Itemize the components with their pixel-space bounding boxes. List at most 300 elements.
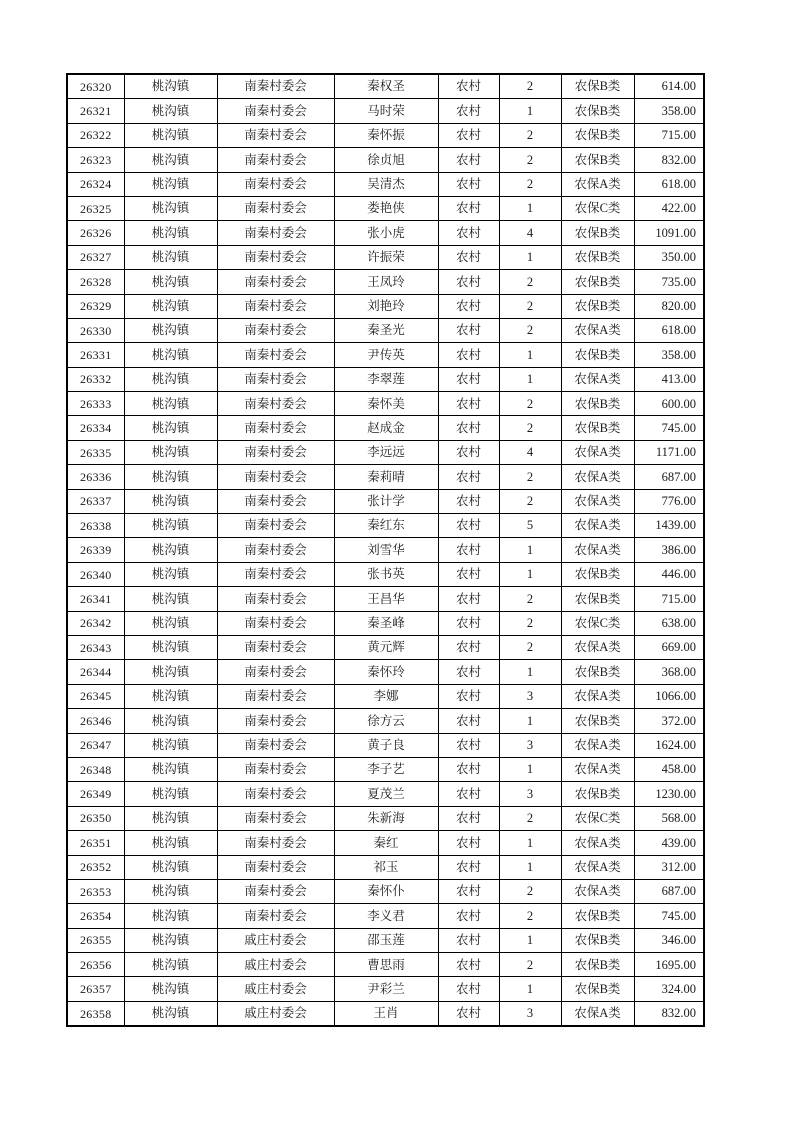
table-row [67, 855, 704, 879]
cell-name: 张小虎 [334, 221, 438, 245]
cell-residence: 农村 [438, 733, 499, 757]
cell-town: 桃沟镇 [124, 514, 217, 538]
cell-count: 2 [499, 489, 561, 513]
cell-class: 农保B类 [561, 953, 634, 977]
cell-amount: 600.00 [634, 392, 704, 416]
table-body [67, 74, 704, 1026]
cell-class: 农保B类 [561, 343, 634, 367]
cell-amount: 1230.00 [634, 782, 704, 806]
cell-class: 农保C类 [561, 611, 634, 635]
cell-amount: 372.00 [634, 709, 704, 733]
cell-town: 桃沟镇 [124, 294, 217, 318]
cell-town: 桃沟镇 [124, 660, 217, 684]
cell-count: 1 [499, 831, 561, 855]
cell-serial: 26331 [67, 343, 124, 367]
cell-class: 农保C类 [561, 806, 634, 830]
cell-village: 南秦村委会 [217, 392, 334, 416]
cell-name: 赵成金 [334, 416, 438, 440]
cell-town: 桃沟镇 [124, 977, 217, 1001]
cell-class: 农保B类 [561, 221, 634, 245]
cell-count: 1 [499, 245, 561, 269]
cell-residence: 农村 [438, 831, 499, 855]
cell-amount: 745.00 [634, 904, 704, 928]
table-row [67, 367, 704, 391]
cell-residence: 农村 [438, 74, 499, 99]
cell-serial: 26347 [67, 733, 124, 757]
cell-village: 南秦村委会 [217, 587, 334, 611]
cell-village: 南秦村委会 [217, 74, 334, 99]
cell-name: 王肖 [334, 1001, 438, 1026]
cell-serial: 26328 [67, 270, 124, 294]
cell-village: 南秦村委会 [217, 318, 334, 342]
cell-amount: 745.00 [634, 416, 704, 440]
cell-count: 1 [499, 977, 561, 1001]
cell-amount: 614.00 [634, 74, 704, 99]
cell-count: 2 [499, 611, 561, 635]
cell-residence: 农村 [438, 977, 499, 1001]
cell-count: 1 [499, 855, 561, 879]
cell-village: 南秦村委会 [217, 782, 334, 806]
cell-count: 2 [499, 879, 561, 903]
cell-name: 王凤玲 [334, 270, 438, 294]
cell-count: 2 [499, 465, 561, 489]
cell-town: 桃沟镇 [124, 245, 217, 269]
cell-serial: 26350 [67, 806, 124, 830]
cell-village: 南秦村委会 [217, 611, 334, 635]
cell-amount: 687.00 [634, 879, 704, 903]
cell-class: 农保B类 [561, 245, 634, 269]
cell-count: 3 [499, 782, 561, 806]
cell-village: 南秦村委会 [217, 489, 334, 513]
cell-count: 3 [499, 1001, 561, 1026]
cell-town: 桃沟镇 [124, 99, 217, 123]
cell-town: 桃沟镇 [124, 879, 217, 903]
cell-village: 南秦村委会 [217, 270, 334, 294]
table-row [67, 709, 704, 733]
cell-amount: 669.00 [634, 635, 704, 659]
table-row [67, 806, 704, 830]
cell-serial: 26351 [67, 831, 124, 855]
cell-amount: 715.00 [634, 123, 704, 147]
cell-town: 桃沟镇 [124, 416, 217, 440]
cell-name: 刘艳玲 [334, 294, 438, 318]
cell-town: 桃沟镇 [124, 855, 217, 879]
cell-count: 2 [499, 904, 561, 928]
cell-class: 农保B类 [561, 294, 634, 318]
cell-count: 2 [499, 806, 561, 830]
cell-serial: 26330 [67, 318, 124, 342]
cell-village: 戚庄村委会 [217, 1001, 334, 1026]
cell-count: 5 [499, 514, 561, 538]
cell-amount: 1091.00 [634, 221, 704, 245]
cell-class: 农保A类 [561, 635, 634, 659]
cell-name: 秦圣峰 [334, 611, 438, 635]
cell-serial: 26345 [67, 684, 124, 708]
cell-count: 2 [499, 123, 561, 147]
table-row [67, 562, 704, 586]
cell-residence: 农村 [438, 416, 499, 440]
cell-class: 农保B类 [561, 392, 634, 416]
cell-town: 桃沟镇 [124, 270, 217, 294]
cell-residence: 农村 [438, 367, 499, 391]
cell-amount: 346.00 [634, 928, 704, 952]
cell-class: 农保B类 [561, 782, 634, 806]
table-row [67, 879, 704, 903]
cell-town: 桃沟镇 [124, 148, 217, 172]
cell-serial: 26341 [67, 587, 124, 611]
cell-village: 南秦村委会 [217, 855, 334, 879]
cell-serial: 26353 [67, 879, 124, 903]
cell-count: 1 [499, 660, 561, 684]
cell-class: 农保A类 [561, 367, 634, 391]
table-row [67, 196, 704, 220]
table-row [67, 538, 704, 562]
cell-residence: 农村 [438, 392, 499, 416]
cell-serial: 26348 [67, 757, 124, 781]
cell-amount: 350.00 [634, 245, 704, 269]
table-row [67, 245, 704, 269]
cell-class: 农保B类 [561, 977, 634, 1001]
cell-name: 张书英 [334, 562, 438, 586]
cell-town: 桃沟镇 [124, 904, 217, 928]
table-row [67, 172, 704, 196]
cell-village: 戚庄村委会 [217, 977, 334, 1001]
cell-residence: 农村 [438, 855, 499, 879]
cell-village: 戚庄村委会 [217, 928, 334, 952]
cell-serial: 26356 [67, 953, 124, 977]
cell-serial: 26335 [67, 440, 124, 464]
cell-count: 1 [499, 709, 561, 733]
cell-count: 1 [499, 757, 561, 781]
cell-name: 尹彩兰 [334, 977, 438, 1001]
cell-class: 农保B类 [561, 587, 634, 611]
cell-amount: 1695.00 [634, 953, 704, 977]
cell-name: 黄元辉 [334, 635, 438, 659]
cell-serial: 26354 [67, 904, 124, 928]
cell-village: 南秦村委会 [217, 123, 334, 147]
cell-town: 桃沟镇 [124, 733, 217, 757]
cell-amount: 568.00 [634, 806, 704, 830]
cell-class: 农保A类 [561, 855, 634, 879]
cell-class: 农保B类 [561, 709, 634, 733]
cell-serial: 26327 [67, 245, 124, 269]
cell-name: 李远远 [334, 440, 438, 464]
cell-residence: 农村 [438, 709, 499, 733]
cell-town: 桃沟镇 [124, 343, 217, 367]
cell-class: 农保A类 [561, 831, 634, 855]
cell-village: 南秦村委会 [217, 879, 334, 903]
cell-residence: 农村 [438, 684, 499, 708]
cell-village: 南秦村委会 [217, 245, 334, 269]
cell-village: 南秦村委会 [217, 684, 334, 708]
cell-count: 2 [499, 148, 561, 172]
cell-name: 娄艳侠 [334, 196, 438, 220]
cell-residence: 农村 [438, 123, 499, 147]
cell-village: 南秦村委会 [217, 709, 334, 733]
cell-class: 农保B类 [561, 928, 634, 952]
table-row [67, 148, 704, 172]
cell-name: 王昌华 [334, 587, 438, 611]
cell-count: 2 [499, 416, 561, 440]
cell-village: 南秦村委会 [217, 416, 334, 440]
cell-count: 2 [499, 587, 561, 611]
cell-name: 尹传英 [334, 343, 438, 367]
cell-amount: 413.00 [634, 367, 704, 391]
cell-name: 秦怀玲 [334, 660, 438, 684]
cell-amount: 458.00 [634, 757, 704, 781]
cell-residence: 农村 [438, 318, 499, 342]
table-row [67, 489, 704, 513]
cell-village: 南秦村委会 [217, 196, 334, 220]
table-row [67, 99, 704, 123]
cell-serial: 26336 [67, 465, 124, 489]
cell-name: 徐贞旭 [334, 148, 438, 172]
table-row [67, 74, 704, 99]
cell-count: 2 [499, 392, 561, 416]
cell-class: 农保A类 [561, 514, 634, 538]
cell-town: 桃沟镇 [124, 562, 217, 586]
cell-amount: 715.00 [634, 587, 704, 611]
cell-amount: 312.00 [634, 855, 704, 879]
cell-amount: 358.00 [634, 99, 704, 123]
table-row [67, 416, 704, 440]
cell-serial: 26321 [67, 99, 124, 123]
cell-name: 秦莉晴 [334, 465, 438, 489]
cell-town: 桃沟镇 [124, 221, 217, 245]
cell-serial: 26355 [67, 928, 124, 952]
cell-class: 农保A类 [561, 757, 634, 781]
cell-town: 桃沟镇 [124, 709, 217, 733]
cell-name: 秦权圣 [334, 74, 438, 99]
cell-town: 桃沟镇 [124, 587, 217, 611]
cell-count: 2 [499, 294, 561, 318]
cell-village: 南秦村委会 [217, 806, 334, 830]
cell-town: 桃沟镇 [124, 611, 217, 635]
cell-town: 桃沟镇 [124, 123, 217, 147]
cell-count: 1 [499, 196, 561, 220]
cell-serial: 26320 [67, 74, 124, 99]
cell-town: 桃沟镇 [124, 172, 217, 196]
cell-class: 农保A类 [561, 465, 634, 489]
cell-name: 刘雪华 [334, 538, 438, 562]
cell-amount: 422.00 [634, 196, 704, 220]
cell-class: 农保B类 [561, 148, 634, 172]
cell-name: 夏茂兰 [334, 782, 438, 806]
cell-town: 桃沟镇 [124, 196, 217, 220]
cell-serial: 26326 [67, 221, 124, 245]
cell-count: 1 [499, 538, 561, 562]
cell-village: 南秦村委会 [217, 367, 334, 391]
table-row [67, 123, 704, 147]
cell-class: 农保A类 [561, 538, 634, 562]
cell-name: 徐方云 [334, 709, 438, 733]
cell-name: 张计学 [334, 489, 438, 513]
cell-town: 桃沟镇 [124, 684, 217, 708]
cell-town: 桃沟镇 [124, 538, 217, 562]
cell-residence: 农村 [438, 514, 499, 538]
cell-residence: 农村 [438, 196, 499, 220]
cell-residence: 农村 [438, 245, 499, 269]
table-row [67, 782, 704, 806]
cell-amount: 446.00 [634, 562, 704, 586]
cell-amount: 735.00 [634, 270, 704, 294]
cell-serial: 26334 [67, 416, 124, 440]
cell-town: 桃沟镇 [124, 392, 217, 416]
cell-amount: 820.00 [634, 294, 704, 318]
cell-name: 吴清杰 [334, 172, 438, 196]
cell-serial: 26323 [67, 148, 124, 172]
cell-name: 曹思雨 [334, 953, 438, 977]
cell-residence: 农村 [438, 465, 499, 489]
beneficiary-table [66, 73, 705, 1027]
cell-name: 李子艺 [334, 757, 438, 781]
cell-count: 1 [499, 99, 561, 123]
cell-amount: 1066.00 [634, 684, 704, 708]
cell-amount: 618.00 [634, 172, 704, 196]
cell-amount: 324.00 [634, 977, 704, 1001]
cell-class: 农保B类 [561, 74, 634, 99]
cell-class: 农保B类 [561, 660, 634, 684]
cell-serial: 26343 [67, 635, 124, 659]
cell-serial: 26352 [67, 855, 124, 879]
cell-residence: 农村 [438, 562, 499, 586]
table-row [67, 221, 704, 245]
cell-serial: 26325 [67, 196, 124, 220]
cell-town: 桃沟镇 [124, 928, 217, 952]
cell-village: 南秦村委会 [217, 514, 334, 538]
cell-residence: 农村 [438, 660, 499, 684]
cell-class: 农保C类 [561, 196, 634, 220]
cell-serial: 26344 [67, 660, 124, 684]
table-row [67, 440, 704, 464]
cell-class: 农保A类 [561, 879, 634, 903]
table-row [67, 270, 704, 294]
cell-name: 朱新海 [334, 806, 438, 830]
cell-count: 2 [499, 635, 561, 659]
cell-residence: 农村 [438, 270, 499, 294]
table-row [67, 465, 704, 489]
table-row [67, 757, 704, 781]
cell-residence: 农村 [438, 538, 499, 562]
cell-residence: 农村 [438, 489, 499, 513]
cell-residence: 农村 [438, 440, 499, 464]
cell-count: 1 [499, 562, 561, 586]
cell-village: 南秦村委会 [217, 221, 334, 245]
cell-residence: 农村 [438, 879, 499, 903]
table-row [67, 611, 704, 635]
table-row [67, 343, 704, 367]
cell-town: 桃沟镇 [124, 831, 217, 855]
cell-serial: 26349 [67, 782, 124, 806]
cell-serial: 26338 [67, 514, 124, 538]
cell-class: 农保B类 [561, 416, 634, 440]
cell-serial: 26324 [67, 172, 124, 196]
cell-count: 4 [499, 221, 561, 245]
cell-village: 南秦村委会 [217, 343, 334, 367]
table-row [67, 660, 704, 684]
cell-amount: 386.00 [634, 538, 704, 562]
cell-amount: 638.00 [634, 611, 704, 635]
cell-class: 农保B类 [561, 904, 634, 928]
cell-residence: 农村 [438, 148, 499, 172]
cell-serial: 26339 [67, 538, 124, 562]
cell-class: 农保A类 [561, 1001, 634, 1026]
cell-residence: 农村 [438, 343, 499, 367]
cell-name: 黄子良 [334, 733, 438, 757]
cell-name: 秦怀美 [334, 392, 438, 416]
cell-amount: 358.00 [634, 343, 704, 367]
cell-serial: 26337 [67, 489, 124, 513]
cell-residence: 农村 [438, 99, 499, 123]
cell-count: 2 [499, 74, 561, 99]
cell-village: 南秦村委会 [217, 904, 334, 928]
cell-class: 农保B类 [561, 99, 634, 123]
cell-class: 农保A类 [561, 440, 634, 464]
cell-town: 桃沟镇 [124, 635, 217, 659]
cell-name: 许振荣 [334, 245, 438, 269]
cell-serial: 26329 [67, 294, 124, 318]
table-row [67, 977, 704, 1001]
cell-residence: 农村 [438, 221, 499, 245]
cell-village: 南秦村委会 [217, 465, 334, 489]
table-row [67, 587, 704, 611]
cell-amount: 368.00 [634, 660, 704, 684]
cell-amount: 1439.00 [634, 514, 704, 538]
cell-name: 李义君 [334, 904, 438, 928]
cell-class: 农保B类 [561, 562, 634, 586]
cell-village: 戚庄村委会 [217, 953, 334, 977]
cell-serial: 26358 [67, 1001, 124, 1026]
cell-name: 秦圣光 [334, 318, 438, 342]
cell-count: 2 [499, 270, 561, 294]
cell-serial: 26346 [67, 709, 124, 733]
cell-town: 桃沟镇 [124, 74, 217, 99]
cell-count: 2 [499, 953, 561, 977]
table-row [67, 392, 704, 416]
cell-village: 南秦村委会 [217, 538, 334, 562]
table-row [67, 318, 704, 342]
cell-class: 农保A类 [561, 684, 634, 708]
cell-name: 邵玉莲 [334, 928, 438, 952]
cell-residence: 农村 [438, 904, 499, 928]
cell-name: 秦怀仆 [334, 879, 438, 903]
cell-town: 桃沟镇 [124, 953, 217, 977]
cell-amount: 687.00 [634, 465, 704, 489]
cell-serial: 26333 [67, 392, 124, 416]
cell-serial: 26340 [67, 562, 124, 586]
cell-serial: 26322 [67, 123, 124, 147]
cell-count: 3 [499, 684, 561, 708]
table-row [67, 684, 704, 708]
cell-town: 桃沟镇 [124, 440, 217, 464]
cell-residence: 农村 [438, 782, 499, 806]
cell-count: 1 [499, 367, 561, 391]
cell-residence: 农村 [438, 1001, 499, 1026]
cell-town: 桃沟镇 [124, 757, 217, 781]
cell-village: 南秦村委会 [217, 757, 334, 781]
cell-class: 农保A类 [561, 489, 634, 513]
table-row [67, 928, 704, 952]
cell-amount: 776.00 [634, 489, 704, 513]
cell-count: 4 [499, 440, 561, 464]
cell-town: 桃沟镇 [124, 489, 217, 513]
cell-amount: 1624.00 [634, 733, 704, 757]
cell-amount: 439.00 [634, 831, 704, 855]
cell-residence: 农村 [438, 757, 499, 781]
cell-class: 农保A类 [561, 318, 634, 342]
table-row [67, 635, 704, 659]
cell-amount: 618.00 [634, 318, 704, 342]
